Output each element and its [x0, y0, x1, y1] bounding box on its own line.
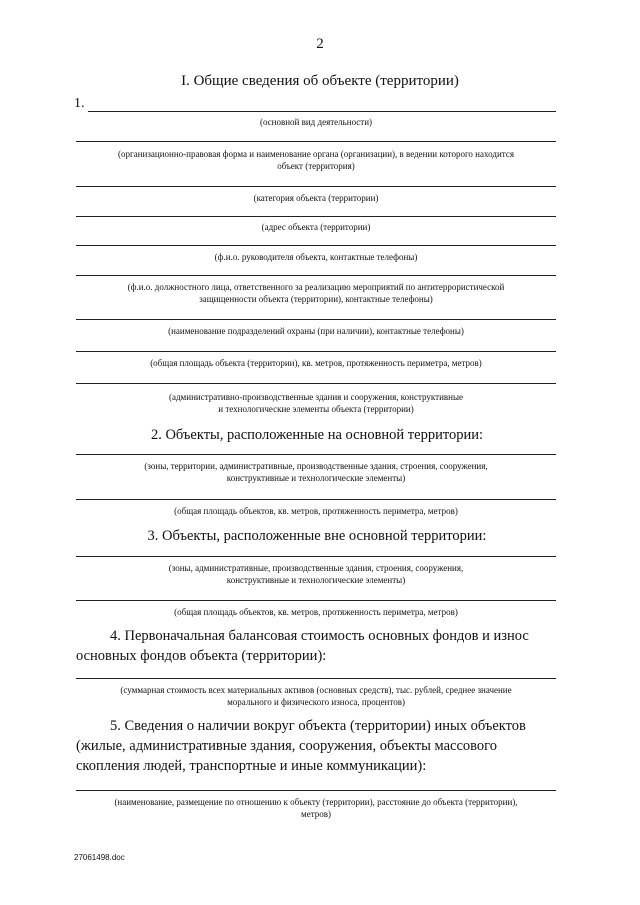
item-number-1: 1.	[74, 96, 85, 111]
field-caption: (наименование подразделений охраны (при наличии), контактные телефоны)	[168, 326, 464, 336]
page-number: 2	[316, 36, 324, 52]
field-line-org-form[interactable]	[76, 141, 556, 142]
section-title: I. Общие сведения об объекте (территории)	[181, 73, 459, 89]
field-line-security[interactable]	[76, 319, 556, 320]
field-caption: (зоны, административные, производственные здания, строения, сооружения, конструктивные и технологические элементы)	[168, 563, 464, 585]
field-caption: (общая площадь объектов, кв. метров, протяженность периметра, метров)	[174, 607, 458, 617]
field-line-area-objects[interactable]	[76, 499, 556, 500]
field-caption: (зоны, территории, административные, производственные здания, строения, сооружения, конструктивные и технологические элементы)	[144, 461, 488, 483]
field-caption: (организационно-правовая форма и наименование органа (организации), в ведении которого находится объект (территория)	[118, 149, 514, 171]
field-line-main-activity[interactable]	[88, 111, 556, 112]
field-line-address[interactable]	[76, 216, 556, 217]
field-caption: (основной вид деятельности)	[259, 117, 373, 127]
field-caption: (общая площадь объектов, кв. метров, протяженность периметра, метров)	[174, 506, 458, 516]
field-caption: (административно-производственные здания и сооружения, конструктивные и технологические элементы объекта (территории)	[168, 392, 463, 414]
field-caption: (адрес объекта (территории)	[261, 222, 371, 232]
field-caption: (ф.и.о. руководителя объекта, контактные телефоны)	[214, 252, 418, 262]
field-caption: (категория объекта (территории)	[253, 193, 379, 203]
field-line-balance-cost[interactable]	[76, 678, 556, 679]
field-line-head[interactable]	[76, 245, 556, 246]
field-line-zones[interactable]	[76, 454, 556, 455]
field-line-responsible[interactable]	[76, 275, 556, 276]
field-line-category[interactable]	[76, 186, 556, 187]
footer-filename: 27061498.doc	[74, 853, 125, 862]
field-line-outer-area[interactable]	[76, 600, 556, 601]
section-4-heading: 4. Первоначальная балансовая стоимость основных фондов и износ основных фондов объекта (территории):	[76, 628, 529, 664]
field-caption: (общая площадь объекта (территории), кв. метров, протяженность периметра, метров)	[150, 358, 482, 368]
section-2-heading: 2. Объекты, расположенные на основной территории:	[150, 427, 484, 443]
section-5-heading: 5. Сведения о наличии вокруг объекта (территории) иных объектов (жилые, административные здания, сооружения, объекты массового скопления людей, транспортные и иные коммуникации):	[76, 718, 526, 774]
field-caption: (суммарная стоимость всех материальных активов (основных средств), тыс. рублей, среднее значение морального и физического износа, процентов)	[120, 685, 512, 707]
field-caption: (наименование, размещение по отношению к объекту (территории), расстояние до объекта (территории), метров)	[114, 797, 518, 819]
field-caption: (ф.и.о. должностного лица, ответственного за реализацию мероприятий по антитеррористической защищенности объекта (территории), контактные телефоны)	[127, 282, 505, 304]
section-3-heading: 3. Объекты, расположенные вне основной территории:	[147, 528, 487, 544]
field-line-area[interactable]	[76, 351, 556, 352]
field-line-outer-zones[interactable]	[76, 556, 556, 557]
field-line-surroundings[interactable]	[76, 790, 556, 791]
field-line-buildings[interactable]	[76, 383, 556, 384]
